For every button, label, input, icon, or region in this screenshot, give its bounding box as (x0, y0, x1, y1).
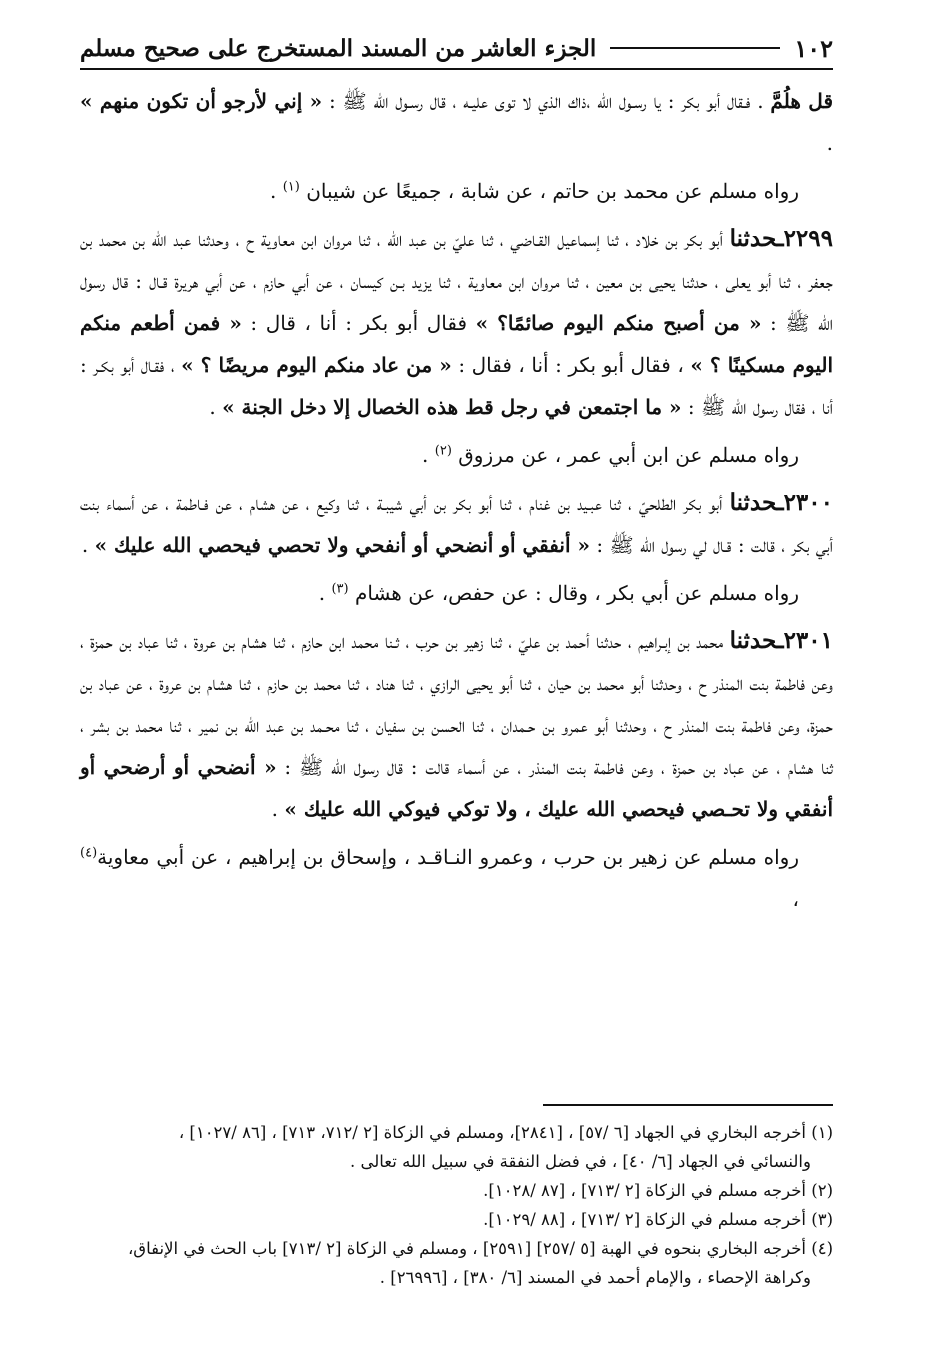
footnote-4: (٤) أخرجه البخاري بنحوه في الهبة [٥ /٢٥٧] [٢٥٩١] ، ومسلم في الزكاة [٢ /٧١٣] باب الحث في الإنفاق، (127, 1239, 833, 1258)
prophetic-quote: « من أصبح منكم اليوم صائمًا؟ » (475, 311, 762, 335)
narration-text: فقال أبو بكر : أنا ، قال : (241, 311, 476, 335)
running-title: الجزء العاشر من المسند المستخرج على صحيح مسلم (80, 34, 597, 62)
footnote-separator (543, 1104, 833, 1106)
footnote-2: (٢) أخرجه مسلم في الزكاة [٢ /٧١٣] ، [٨٧ /١٠٢٨]. (483, 1181, 833, 1200)
page-number: ١٠٢ (794, 33, 833, 63)
punctuation: . (81, 533, 95, 557)
punctuation: . (318, 581, 332, 605)
prophetic-quote: « أنضحي أو أرضحي أو أنفقي ولا تحـصي فيحصي الله عليك ، ولا توكي فيوكي الله عليك » (80, 755, 833, 821)
narration-text: . فـقال أبو بكر : يا رسـول الله ،ذاك الذي لا توى عليـه ، قال رسـول الله ﷺ : (322, 89, 771, 113)
footnote-ref-2: (٢) (434, 443, 452, 459)
isnad-text: أبو بكر الطلحيّ ، ثنا عبـيد بن غنام ، ثنا أبو بكر بن أبي شيبـة ، ثنا وكيع ، عن هشام ، عن فـاطمة ، عن أسماء بنت أبي بكر ، قالت : قـال لي رسول الله ﷺ : (80, 491, 833, 557)
haddathana-word: ـحدثنا (729, 225, 784, 252)
hadith-2301 (80, 620, 833, 830)
punctuation: . (422, 443, 435, 467)
riwaya-note-4 (80, 836, 833, 920)
paragraph-1 (80, 80, 833, 164)
prophetic-quote: « من عاد منكم اليوم مريضًا ؟ » (181, 353, 452, 377)
riwaya-text: رواه مسلم عن زهير بن حرب ، وعمرو النـاقـد ، وإسحاق بن إبراهيم ، عن أبي معاوية (97, 845, 799, 869)
punctuation: . (209, 395, 223, 419)
footnote-ref-3: (٣) (331, 581, 349, 597)
hadith-number: ٢٣٠٠ (783, 489, 833, 516)
quote-text: قل هلُمَّ (770, 89, 834, 113)
isnad-text: محمد بن إبـراهيم ، حدثنا أحمد بن عليّ ، ثنا زهير بن حرب ، ثـنا محمد ابن حازم ، ثنا هشام بن عروة ، ثنا عباد بن حمزة ، وعن فاطمة بنت المنذر ح ، وحدثنا أبو محمد بن حيان ، ثنا أبو يحيى الرازي ، ثنا هناد ، ثنا محمد بن حازم ، ثنا هشام بن عروة ، عن عباد بن حمزة، وعن فاطمة بنت المنذر ح ، وحدثنا أبو عمرو بن حـمدان ، ثنا الحسن بن سفيان ، ثنا محـمد بن عبد الله بن نمير ، ثنا محمد بن بشر ، ثنا هشام ، عن عباد بن حمزة ، وعن فاطمة بنت المنذر ، عن أسماء قالت : قال رسول الله ﷺ : (80, 629, 834, 779)
riwaya-text: رواه مسلم عن أبي بكر ، وقال : عن حفص، عن هشام (354, 581, 799, 605)
footnote-ref-1: (١) (282, 179, 300, 195)
main-text (80, 80, 833, 920)
punctuation: . (826, 131, 833, 155)
hadith-number: ٢٣٠١ (783, 627, 833, 654)
footnote-3: (٣) أخرجه مسلم في الزكاة [٢ /٧١٣] ، [٨٨ /١٠٢٩]. (483, 1210, 833, 1229)
footnote-1: (١) أخرجه البخاري في الجهاد [٦ /٥٧] ، [٢٨٤١]، ومسلم في الزكاة [٢ /٧١٢، ٧١٣] ، [٨٦ /١٠٢٧] ، (178, 1123, 833, 1142)
riwaya-note-1 (80, 170, 833, 212)
page-header (80, 28, 833, 70)
riwaya-text: رواه مسلم عن محمد بن حاتم ، عن شابة ، جميعًا عن شيبان (306, 179, 799, 203)
prophetic-quote: « فمن أطعم منكم اليوم مسكينًا ؟ » (80, 311, 834, 377)
footnote-ref-4: (٤) (80, 845, 98, 861)
riwaya-note-2 (80, 434, 833, 476)
punctuation: . (270, 179, 283, 203)
hadith-2300 (80, 482, 833, 566)
hadith-number: ٢٢٩٩ (783, 225, 833, 252)
punctuation: ، (792, 887, 799, 911)
isnad-text: أبو بكر بن خلاد ، ثنا إسماعيل القـاضي ، ثنا عليّ بن عبد الله ، ثنا مروان ابن معاوية ح ، وحدثنا عبد الله بن محمد بن جعفر ، ثنا أبو يعلى ، حدثنا يحيى بن معين ، ثنا مروان ابن معاوية ، ثنا يزيد بـن كيسان ، عن أبي حازم ، عن أبي هريرة قـال : قال رسول الله ﷺ : (80, 227, 833, 335)
prophetic-quote: « أنفقي أو أنضحي أو أنفحي ولا تحصي فيحصي الله عليك » (94, 533, 590, 557)
narration-text: ، فقال أبو بكر : أنا ، فقال : (451, 353, 691, 377)
narration-text: ، فقـال أبو بكـر : أنا ، فقال رسول الله ﷺ : (80, 353, 833, 419)
hadith-2299 (80, 218, 833, 428)
prophetic-quote: « ما اجتمعن في رجل قط هذه الخصال إلا دخل الجنة » (222, 395, 682, 419)
riwaya-text: رواه مسلم عن ابن أبي عمر ، عن مرزوق (458, 443, 799, 467)
riwaya-note-3 (80, 572, 833, 614)
footnote-4-continuation: وكراهة الإحصاء ، والإمام أحمد في المسند [٦/ ٣٨٠] ، [٢٦٩٩٦] . (379, 1268, 811, 1287)
prophetic-quote: « إني لأرجو أن تكون منهم » (80, 89, 323, 113)
haddathana-word: ـحدثنا (729, 627, 784, 654)
footnote-1-continuation: والنسائي في الجهاد [٦/ ٤٠] ، في فضل النفقة في سبيل الله تعالى . (349, 1152, 811, 1171)
header-rule (610, 47, 780, 49)
haddathana-word: ـحدثنا (729, 489, 784, 516)
footnotes (80, 1118, 833, 1292)
punctuation: . (271, 797, 285, 821)
